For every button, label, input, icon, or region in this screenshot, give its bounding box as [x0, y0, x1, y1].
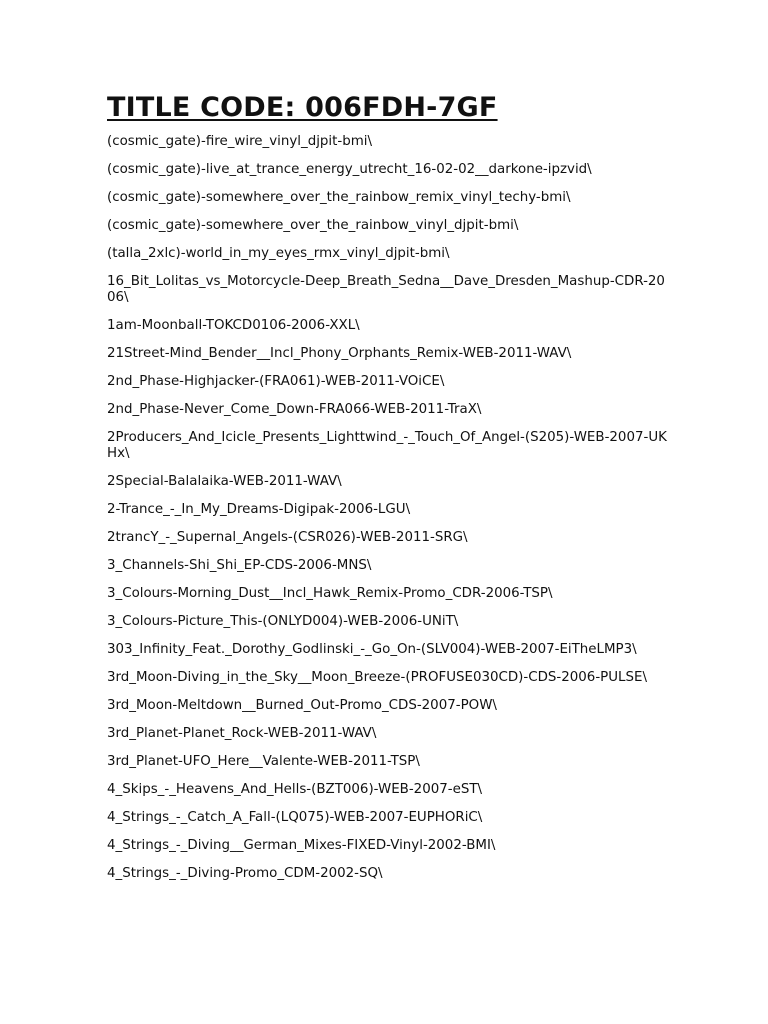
list-item: 3rd_Moon-Diving_in_the_Sky__Moon_Breeze-(PROFUSE030CD)-CDS-2006-PULSE\ — [107, 670, 647, 685]
list-item: 4_Strings_-_Diving-Promo_CDM-2002-SQ\ — [107, 866, 383, 881]
list-item: 2-Trance_-_In_My_Dreams-Digipak-2006-LGU\ — [107, 502, 411, 517]
list-item: 2nd_Phase-Never_Come_Down-FRA066-WEB-2011-TraX\ — [107, 402, 482, 417]
document-page — [107, 92, 667, 894]
document-title: TITLE CODE: 006FDH-7GF — [107, 92, 498, 123]
list-item: (cosmic_gate)-somewhere_over_the_rainbow_remix_vinyl_techy-bmi\ — [107, 190, 571, 205]
list-item: 303_Infinity_Feat._Dorothy_Godlinski_-_Go_On-(SLV004)-WEB-2007-EiTheLMP3\ — [107, 642, 637, 657]
list-item: 2Producers_And_Icicle_Presents_Lighttwind_-_Touch_Of_Angel-(S205)-WEB-2007-UKHx\ — [107, 430, 667, 461]
list-item: 2trancY_-_Supernal_Angels-(CSR026)-WEB-2011-SRG\ — [107, 530, 468, 545]
list-item: 4_Strings_-_Diving__German_Mixes-FIXED-Vinyl-2002-BMI\ — [107, 838, 496, 853]
list-item: 21Street-Mind_Bender__Incl_Phony_Orphants_Remix-WEB-2011-WAV\ — [107, 346, 572, 361]
list-item: (talla_2xlc)-world_in_my_eyes_rmx_vinyl_djpit-bmi\ — [107, 246, 450, 261]
list-item: 16_Bit_Lolitas_vs_Motorcycle-Deep_Breath_Sedna__Dave_Dresden_Mashup-CDR-2006\ — [107, 274, 665, 305]
list-item: 4_Skips_-_Heavens_And_Hells-(BZT006)-WEB-2007-eST\ — [107, 782, 483, 797]
list-item: 2Special-Balalaika-WEB-2011-WAV\ — [107, 474, 342, 489]
list-item: 3rd_Moon-Meltdown__Burned_Out-Promo_CDS-2007-POW\ — [107, 698, 497, 713]
list-item: 1am-Moonball-TOKCD0106-2006-XXL\ — [107, 318, 360, 333]
entry-list — [107, 134, 667, 882]
list-item: 3_Channels-Shi_Shi_EP-CDS-2006-MNS\ — [107, 558, 372, 573]
list-item: 2nd_Phase-Highjacker-(FRA061)-WEB-2011-VOiCE\ — [107, 374, 445, 389]
list-item: 3_Colours-Picture_This-(ONLYD004)-WEB-2006-UNiT\ — [107, 614, 459, 629]
list-item: (cosmic_gate)-somewhere_over_the_rainbow_vinyl_djpit-bmi\ — [107, 218, 519, 233]
list-item: 3rd_Planet-UFO_Here__Valente-WEB-2011-TSP\ — [107, 754, 420, 769]
list-item: (cosmic_gate)-fire_wire_vinyl_djpit-bmi\ — [107, 134, 372, 149]
list-item: 3rd_Planet-Planet_Rock-WEB-2011-WAV\ — [107, 726, 377, 741]
list-item: (cosmic_gate)-live_at_trance_energy_utrecht_16-02-02__darkone-ipzvid\ — [107, 162, 592, 177]
list-item: 4_Strings_-_Catch_A_Fall-(LQ075)-WEB-2007-EUPHORiC\ — [107, 810, 483, 825]
list-item: 3_Colours-Morning_Dust__Incl_Hawk_Remix-Promo_CDR-2006-TSP\ — [107, 586, 553, 601]
